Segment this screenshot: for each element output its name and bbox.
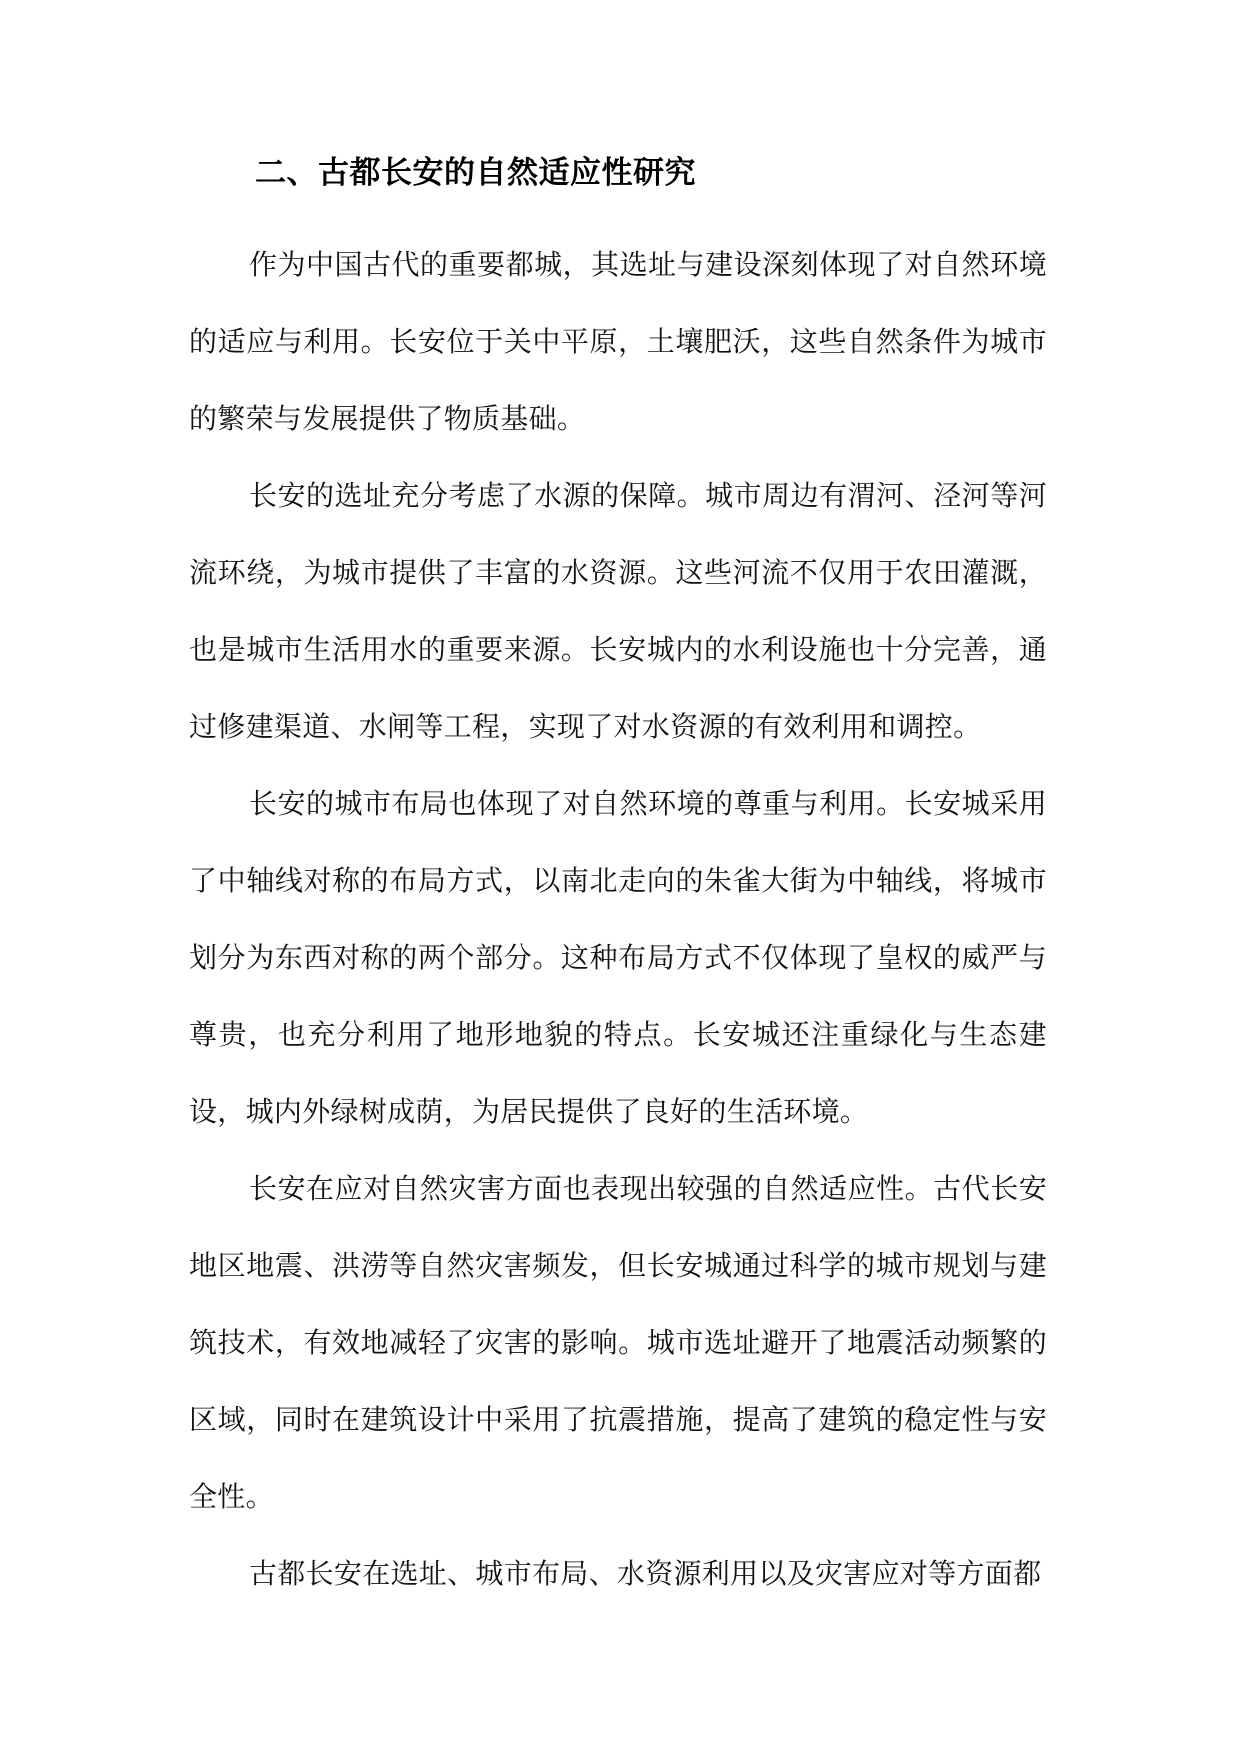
paragraph-3: 长安的城市布局也体现了对自然环境的尊重与利用。长安城采用了中轴线对称的布局方式，以南北走向的朱雀大街为中轴线，将城市划分为东西对称的两个部分。这种布局方式不仅体现了皇权的威严与尊贵，也充分利用了地形地貌的特点。长安城还注重绿化与生态建设，城内外绿树成荫，为居民提供了良好的生活环境。: [189, 787, 1047, 1128]
body-text: [189, 226, 1047, 1612]
paragraph-5: 古都长安在选址、城市布局、水资源利用以及灾害应对等方面都: [249, 1557, 1042, 1590]
section-heading: 二、古都长安的自然适应性研究: [255, 155, 696, 191]
paragraph-2: 长安的选址充分考虑了水源的保障。城市周边有渭河、泾河等河流环绕，为城市提供了丰富的水资源。这些河流不仅用于农田灌溉，也是城市生活用水的重要来源。长安城内的水利设施也十分完善，通过修建渠道、水闸等工程，实现了对水资源的有效利用和调控。: [189, 479, 1047, 743]
paragraph-4: 长安在应对自然灾害方面也表现出较强的自然适应性。古代长安地区地震、洪涝等自然灾害频发，但长安城通过科学的城市规划与建筑技术，有效地减轻了灾害的影响。城市选址避开了地震活动频繁的区域，同时在建筑设计中采用了抗震措施，提高了建筑的稳定性与安全性。: [189, 1172, 1047, 1513]
document-content: [189, 150, 1047, 1612]
paragraph-1: 作为中国古代的重要都城，其选址与建设深刻体现了对自然环境的适应与利用。长安位于关中平原，土壤肥沃，这些自然条件为城市的繁荣与发展提供了物质基础。: [189, 248, 1047, 435]
